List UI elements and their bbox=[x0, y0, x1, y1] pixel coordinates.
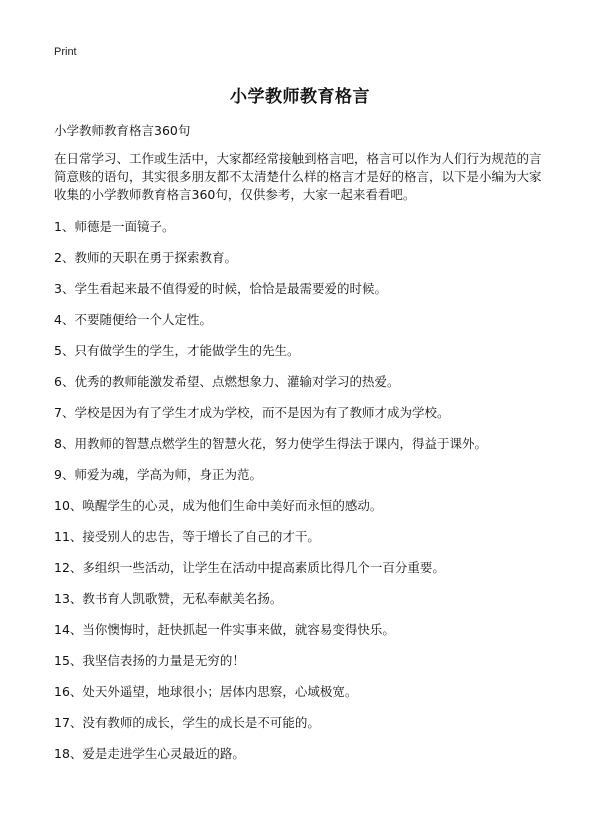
quote-item: 15、我坚信表扬的力量是无穷的！ bbox=[54, 653, 245, 668]
quote-item: 18、爱是走进学生心灵最近的路。 bbox=[54, 746, 245, 761]
intro-paragraph: 在日常学习、工作或生活中，大家都经常接触到格言吧，格言可以作为人们行为规范的言简意赅的语句，其实很多朋友都不太清楚什么样的格言才是好的格言，以下是小编为大家收集的小学教师教育格言360句，仅供参考，大家一起来看看吧。 bbox=[54, 151, 542, 202]
quote-item: 11、接受别人的忠告，等于增长了自己的才干。 bbox=[54, 529, 320, 544]
quote-list bbox=[54, 218, 554, 776]
quote-item: 9、师爱为魂，学高为师，身正为范。 bbox=[54, 467, 262, 482]
quote-item: 17、没有教师的成长，学生的成长是不可能的。 bbox=[54, 715, 320, 730]
quote-item: 3、学生看起来最不值得爱的时候，恰恰是最需要爱的时候。 bbox=[54, 281, 387, 296]
quote-item: 12、多组织一些活动，让学生在活动中提高素质比得几个一百分重要。 bbox=[54, 560, 445, 575]
quote-item: 7、学校是因为有了学生才成为学校，而不是因为有了教师才成为学校。 bbox=[54, 405, 450, 420]
print-link[interactable]: Print bbox=[54, 46, 77, 58]
document-subtitle: 小学教师教育格言360句 bbox=[54, 123, 191, 138]
quote-item: 1、师德是一面镜子。 bbox=[54, 219, 175, 234]
quote-item: 8、用教师的智慧点燃学生的智慧火花，努力使学生得法于课内，得益于课外。 bbox=[54, 436, 487, 451]
quote-item: 6、优秀的教师能激发希望、点燃想象力、灌输对学习的热爱。 bbox=[54, 374, 400, 389]
quote-item: 2、教师的天职在勇于探索教育。 bbox=[54, 250, 237, 265]
quote-item: 5、只有做学生的学生，才能做学生的先生。 bbox=[54, 343, 300, 358]
quote-item: 16、处天外遥望，地球很小；居体内思察，心域极宽。 bbox=[54, 684, 358, 699]
quote-item: 10、唤醒学生的心灵，成为他们生命中美好而永恒的感动。 bbox=[54, 498, 383, 513]
quote-item: 4、不要随便给一个人定性。 bbox=[54, 312, 212, 327]
quote-item: 14、当你懊悔时，赶快抓起一件实事来做，就容易变得快乐。 bbox=[54, 622, 395, 637]
quote-item: 13、教书育人凯歌赞，无私奉献美名扬。 bbox=[54, 591, 283, 606]
page-title: 小学教师教育格言 bbox=[230, 87, 370, 107]
